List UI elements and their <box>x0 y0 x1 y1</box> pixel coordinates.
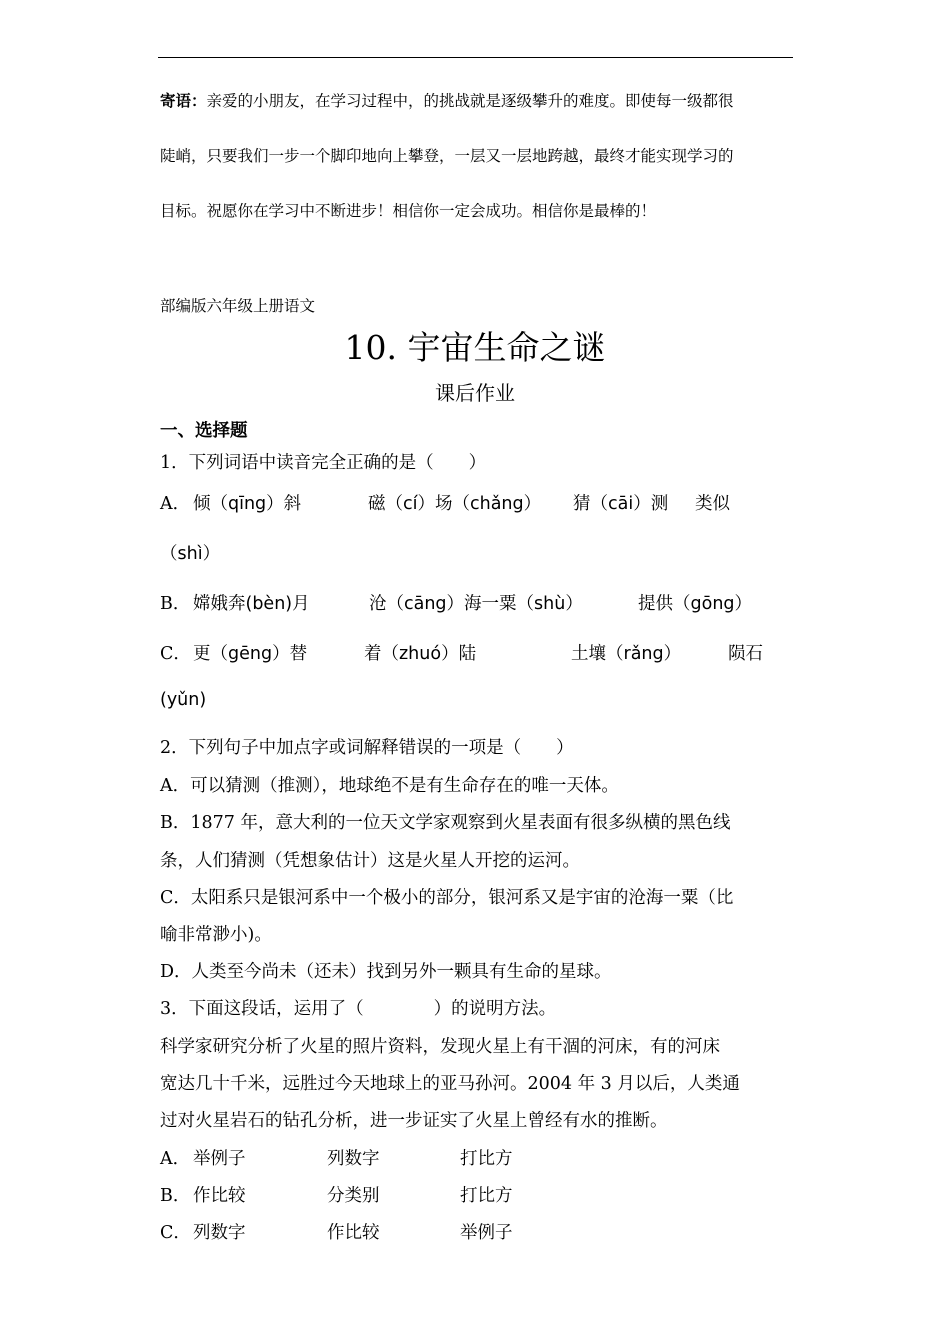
q3-passage-line2: 宽达几十千米，远胜过今天地球上的亚马孙河。2004 年 3 月以后，人类通 <box>160 1074 740 1094</box>
q1-option-c-item: 陨石 <box>728 644 763 664</box>
q2-stem: 2．下列句子中加点字或词解释错误的一项是（ ） <box>160 738 574 758</box>
q1-option-c-label: C． <box>160 644 191 664</box>
message-line-1 <box>160 89 734 111</box>
q3-option-b-item: 作比较 <box>193 1186 246 1206</box>
q3-option-b-item: 分类别 <box>327 1186 380 1206</box>
message-line-3: 目标。祝愿你在学习中不断进步！相信你一定会成功。相信你是最棒的！ <box>160 202 657 220</box>
q2-option-b-line1: B．1877 年，意大利的一位天文学家观察到火星表面有很多纵横的黑色线 <box>160 813 731 833</box>
q3-option-c-item: 列数字 <box>193 1223 246 1243</box>
q3-passage-line1: 科学家研究分析了火星的照片资料，发现火星上有干涸的河床，有的河床 <box>160 1037 720 1057</box>
section-heading: 一、选择题 <box>160 421 248 441</box>
q2-option-a: A．可以猜测（推测），地球绝不是有生命存在的唯一天体。 <box>160 776 619 796</box>
q1-option-a-cont: （shì） <box>160 544 221 564</box>
q3-option-c-label: C． <box>160 1223 191 1243</box>
q1-option-b-item: 沧（cāng）海一粟（shù） <box>369 594 583 614</box>
q3-option-a-item: 举例子 <box>193 1149 246 1169</box>
q1-option-b-item: 提供（gōng） <box>638 594 753 614</box>
q1-option-b-item: 嫦娥奔(bèn)月 <box>193 594 310 614</box>
q3-option-a-label: A． <box>160 1149 191 1169</box>
q3-stem: 3．下面这段话，运用了（ ）的说明方法。 <box>160 999 557 1019</box>
q1-option-a-item: 倾（qīng）斜 <box>193 494 302 514</box>
message-line-2: 陡峭，只要我们一步一个脚印地向上攀登，一层又一层地跨越，最终才能实现学习的 <box>160 147 734 165</box>
q2-option-c-line2: 喻非常渺小)。 <box>160 925 272 945</box>
q1-option-a-item: 猜（cāi）测 <box>573 494 669 514</box>
q1-option-c-cont: (yǔn) <box>160 690 207 710</box>
message-label: 寄语： <box>160 91 207 110</box>
q2-option-b-line2: 条，人们猜测（凭想象估计）这是火星人开挖的运河。 <box>160 851 580 871</box>
page-title: 10. 宇宙生命之谜 <box>344 328 606 367</box>
message-text-1: 亲爱的小朋友，在学习过程中，的挑战就是逐级攀升的难度。即使每一级都很 <box>206 92 734 110</box>
q1-stem: 1．下列词语中读音完全正确的是（ ） <box>160 453 487 473</box>
q3-option-a-item: 打比方 <box>460 1149 513 1169</box>
q2-option-c-line1: C．太阳系只是银河系中一个极小的部分，银河系又是宇宙的沧海一粟（比 <box>160 888 734 908</box>
q3-option-a-item: 列数字 <box>327 1149 380 1169</box>
q1-option-c-item: 更（gēng）替 <box>193 644 308 664</box>
q3-passage-line3: 过对火星岩石的钻孔分析，进一步证实了火星上曾经有水的推断。 <box>160 1111 668 1131</box>
q1-option-a-item: 磁（cí）场（chǎng） <box>368 494 542 514</box>
subject-label: 部编版六年级上册语文 <box>160 297 316 315</box>
q1-option-a-item: 类似 <box>695 494 730 514</box>
q3-option-b-label: B． <box>160 1186 191 1206</box>
header-rule <box>158 57 793 58</box>
page-subtitle: 课后作业 <box>435 381 515 405</box>
q1-option-b-label: B． <box>160 594 191 614</box>
q1-option-c-item: 土壤（rǎng） <box>571 644 682 664</box>
q1-option-a-label: A． <box>160 494 191 514</box>
q3-option-c-item: 举例子 <box>460 1223 513 1243</box>
q2-option-d: D．人类至今尚未（还未）找到另外一颗具有生命的星球。 <box>160 962 612 982</box>
q3-option-b-item: 打比方 <box>460 1186 513 1206</box>
q3-option-c-item: 作比较 <box>327 1223 380 1243</box>
q1-option-c-item: 着（zhuó）陆 <box>364 644 477 664</box>
